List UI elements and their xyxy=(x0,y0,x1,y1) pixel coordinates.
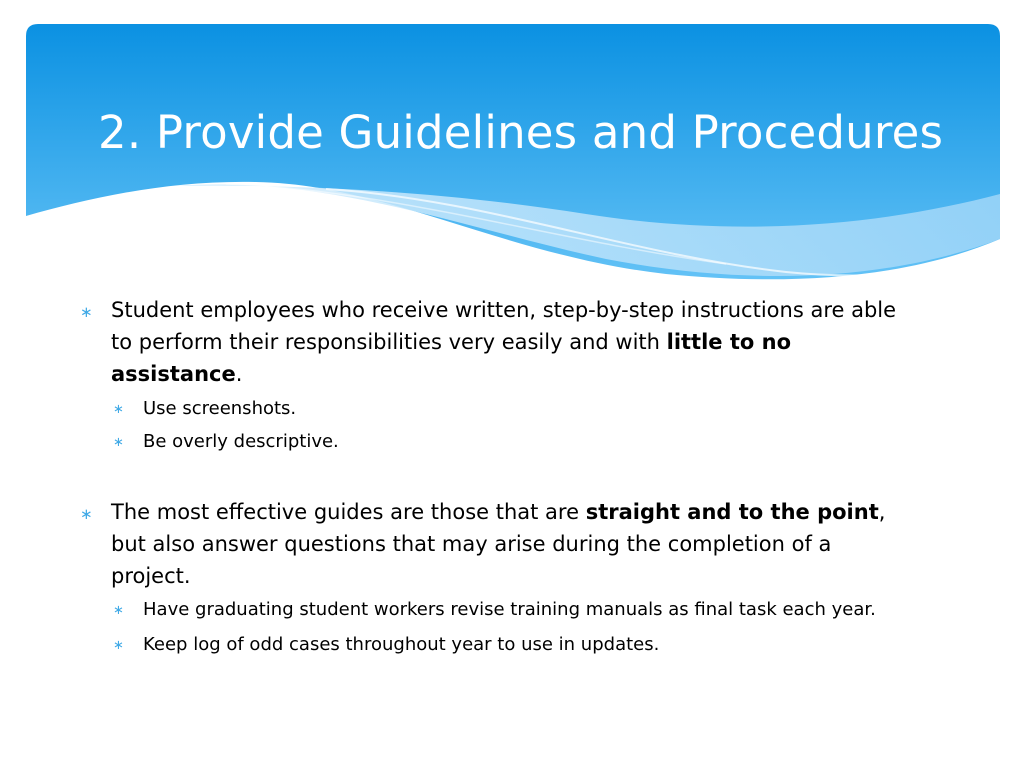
asterisk-bullet-icon: ∗ xyxy=(113,435,124,450)
sub-bullet-item xyxy=(113,630,910,659)
asterisk-bullet-icon: ∗ xyxy=(113,638,124,653)
bullet-text: . xyxy=(235,362,243,386)
sub-bullet-text: Be overly descriptive. xyxy=(143,431,339,452)
page-title: 2. Provide Guidelines and Procedures xyxy=(98,106,944,159)
sub-bullet-text: Use screenshots. xyxy=(143,398,297,419)
sub-bullet-item xyxy=(113,427,910,456)
sub-bullet-text: Keep log of odd cases throughout year to use in updates. xyxy=(143,634,660,655)
sub-bullet-item xyxy=(113,394,910,423)
title-banner xyxy=(26,24,1000,294)
bullet-emphasis: straight and to the point xyxy=(585,500,879,524)
asterisk-bullet-icon: ∗ xyxy=(80,505,93,523)
asterisk-bullet-icon: ∗ xyxy=(113,402,124,417)
sub-bullet-item xyxy=(113,595,910,624)
bullet-item xyxy=(80,496,910,592)
slide-content xyxy=(80,294,910,659)
sub-bullet-text: Have graduating student workers revise training manuals as final task each year. xyxy=(143,599,876,620)
bullet-text: , but also answer questions that may arise during the completion of a project. xyxy=(111,500,886,588)
asterisk-bullet-icon: ∗ xyxy=(80,303,93,321)
bullet-emphasis: little to no assistance xyxy=(111,330,792,386)
bullet-text: Student employees who receive written, step-by-step instructions are able to perform their responsibilities very easily and with xyxy=(111,298,897,354)
asterisk-bullet-icon: ∗ xyxy=(113,603,124,618)
bullet-text: The most effective guides are those that are xyxy=(111,500,586,524)
bullet-item xyxy=(80,294,910,390)
